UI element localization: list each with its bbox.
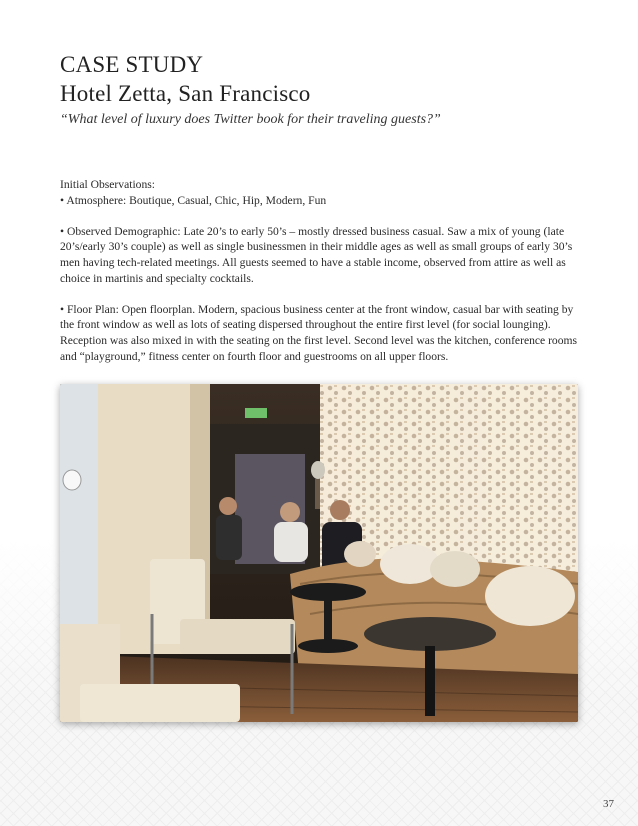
observations-heading: Initial Observations: [60, 178, 155, 191]
research-question: “What level of luxury does Twitter book for their traveling guests?” [60, 112, 441, 127]
lobby-illustration [60, 384, 578, 722]
page-number: 37 [603, 798, 614, 810]
hotel-lobby-photo [60, 384, 578, 722]
case-study-label: CASE STUDY [60, 52, 204, 77]
atmosphere-bullet: • Atmosphere: Boutique, Casual, Chic, Hip, Modern, Fun [60, 193, 327, 207]
page-title: Hotel Zetta, San Francisco [60, 81, 311, 106]
floor-plan-bullet: • Floor Plan: Open floorplan. Modern, spacious business center at the front window, casual bar with seating by the front window as well as lots of seating dispersed throughout the entire first level (for social lounging). Reception was also mixed in with the seating on the first level. Second level was the kitchen, conference rooms and “playground,” fitness center on fourth floor and guestrooms on all upper floors. [60, 302, 578, 363]
demographic-bullet: • Observed Demographic: Late 20’s to early 50’s – mostly dressed business casual. Saw a mix of young (late 20’s/early 30’s couple) as well as single businessmen in their middle ages as well as small groups of early 30’s men having tech-related meetings. All guests seemed to have a stable income, observed from attire as well as choice in martinis and specialty cocktails. [60, 224, 573, 285]
header-block [60, 50, 590, 128]
observations-section [60, 177, 590, 380]
